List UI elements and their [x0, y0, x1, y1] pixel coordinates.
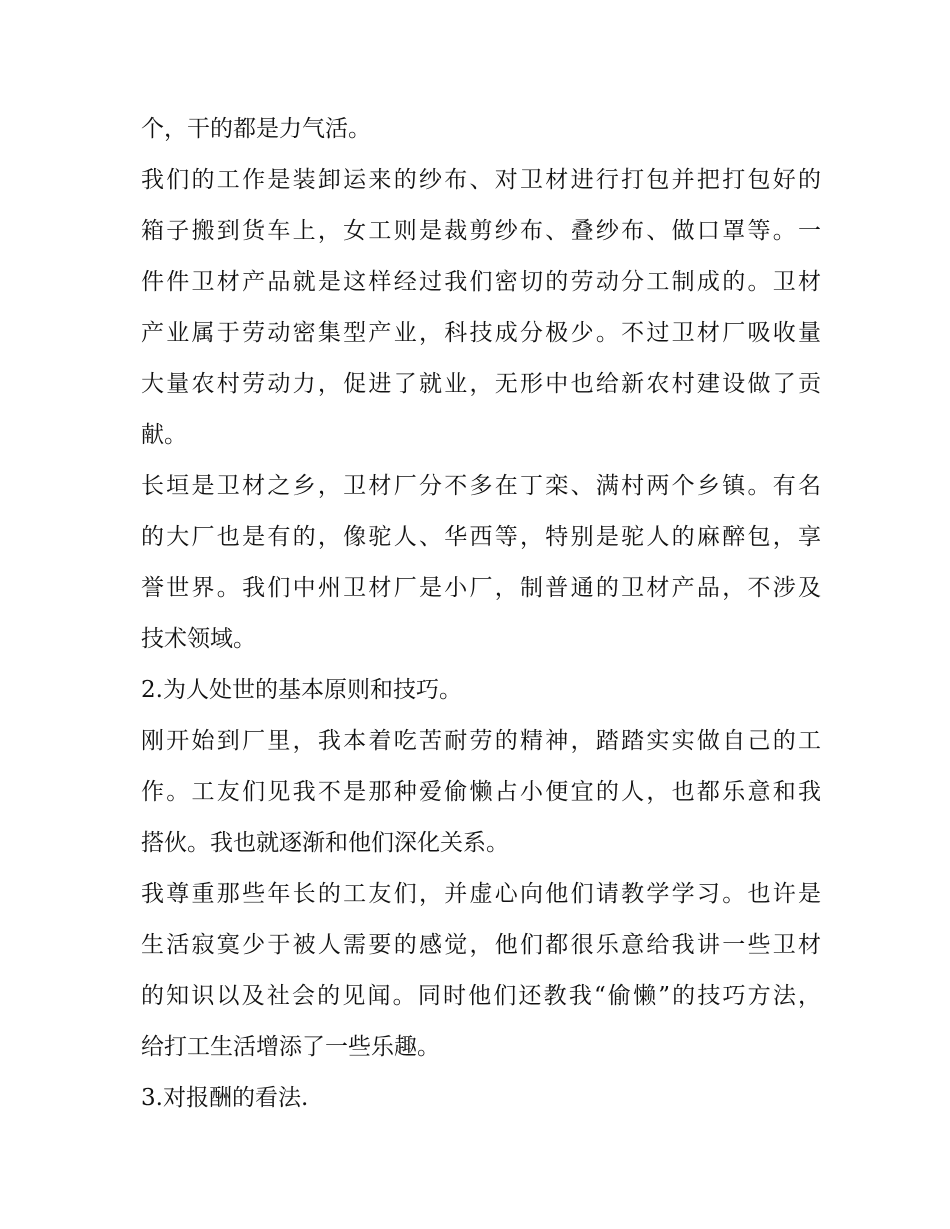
section-heading: 3.对报酬的看法.: [141, 1085, 309, 1111]
paragraph-line: 技术领域。: [141, 626, 256, 652]
paragraph-line: 誉世界。我们中州卫材厂是小厂，制普通的卫材产品，不涉及: [141, 575, 821, 601]
paragraph-line: 生活寂寞少于被人需要的感觉，他们都很乐意给我讲一些卫材: [141, 932, 821, 958]
paragraph-line: 件件卫材产品就是这样经过我们密切的劳动分工制成的。卫材: [141, 269, 821, 295]
paragraph-line: 个，干的都是力气活。: [141, 116, 371, 142]
paragraph-line: 给打工生活增添了一些乐趣。: [141, 1034, 440, 1060]
paragraph-line: 的大厂也是有的，像驼人、华西等，特别是驼人的麻醉包，享: [141, 524, 821, 550]
section-heading: 2.为人处世的基本原则和技巧。: [141, 677, 462, 703]
paragraph-line: 搭伙。我也就逐渐和他们深化关系。: [141, 830, 509, 856]
paragraph-line: 的知识以及社会的见闻。同时他们还教我“偷懒”的技巧方法，: [141, 983, 821, 1009]
paragraph-line: 献。: [141, 422, 187, 448]
paragraph-line: 大量农村劳动力，促进了就业，无形中也给新农村建设做了贡: [141, 371, 821, 397]
paragraph-line: 刚开始到厂里，我本着吃苦耐劳的精神，踏踏实实做自己的工: [141, 728, 821, 754]
paragraph-line: 我们的工作是装卸运来的纱布、对卫材进行打包并把打包好的: [141, 167, 821, 193]
paragraph-line: 作。工友们见我不是那种爱偷懒占小便宜的人，也都乐意和我: [141, 779, 821, 805]
paragraph-line: 箱子搬到货车上，女工则是裁剪纱布、叠纱布、做口罩等。一: [141, 218, 821, 244]
paragraph-line: 我尊重那些年长的工友们，并虚心向他们请教学学习。也许是: [141, 881, 821, 907]
paragraph-line: 产业属于劳动密集型产业，科技成分极少。不过卫材厂吸收量: [141, 320, 821, 346]
paragraph-line: 长垣是卫材之乡，卫材厂分不多在丁栾、满村两个乡镇。有名: [141, 473, 821, 499]
